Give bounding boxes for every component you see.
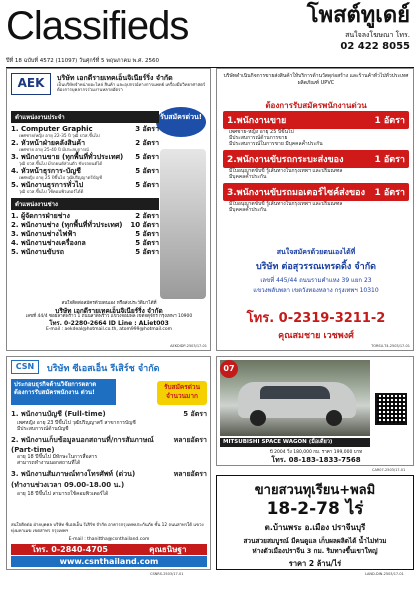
job-desc: มีประสบการณ์ด้านการขาย (229, 135, 288, 141)
job-count: 10 อัตรา (130, 221, 159, 229)
aek-ref: AEKDIDP-2503/17-01 (170, 344, 207, 348)
job-title: 1. พนักงานบัญชี (Full-time) (11, 410, 106, 418)
csn-badge-text: รับสมัครด่วน จำนวนมาก (163, 383, 201, 400)
list-item (223, 183, 409, 201)
job-desc: มีประสบการณ์ด้านบัญชี (17, 426, 69, 432)
upvc-heading: ต้องการรับสมัครพนักงานด่วน (265, 101, 367, 110)
job-count: 5 อัตรา (135, 181, 159, 189)
job-desc: วุฒิ ปวส.ขึ้นไป ใช้คอมพิวเตอร์ได้ดี (19, 190, 84, 195)
job-count: 5 อัตรา (135, 248, 159, 256)
land-price: ราคา 2 ล้าน/ไร่ (288, 559, 342, 568)
upvc-intro: บริษัทดำเนินกิจการขายส่งสินค้าให้บริการด้านวัสดุก่อสร้าง และร้านค้าทั่วไปทั่วประเทศ ผลิตภัณฑ์ UPVC (223, 73, 409, 86)
car-model: MITSUBISHI SPACE WAGON (มือเดียว) (220, 438, 370, 447)
brand-logo: โพสต์ทูเดย์ (306, 2, 410, 27)
list-item (11, 153, 159, 162)
aek-company2: บริษัท เอกดีรายเทคเอ็นจิเนียร์ริ่ง จำกัด (55, 306, 163, 315)
list-item (11, 230, 159, 239)
job-desc: เพศชาย/หญิง อายุ 22-35 ปี วุฒิ ปวส.ขึ้นไป (19, 134, 100, 139)
job-desc: เพศหญิง อายุ 25 ปีขึ้นไป วุฒิปริญญาตรีบัญชี (19, 176, 103, 181)
car-number-text: 07 (223, 364, 235, 373)
upvc-company: บริษัท ต่อสุวรรณเทรดดิ้ง จำกัด (255, 262, 377, 272)
brand-line: สนใจลงโฆษณา โทร. (345, 31, 410, 39)
job-count: 5 อัตรา (135, 153, 159, 161)
job-title: 5. พนักงานขับรถ (11, 248, 64, 256)
job-title: 4. พนักงานช่างเครื่องกล (11, 239, 86, 247)
job-count: 5 อัตรา (135, 230, 159, 238)
aek-logo: AEK (11, 73, 51, 95)
job-count: 1 อัตรา (374, 188, 405, 198)
csn-company: บริษัท ซีเอสเอ็น รีเสิร์ช จำกัด (47, 364, 160, 374)
job-count: หลายอัตรา (173, 436, 207, 444)
car-photo (220, 360, 370, 436)
job-desc: อายุ 18 ปีขึ้นไป สามารถใช้คอมพิวเตอร์ได้ (17, 491, 109, 497)
csn-email: E-mail : thanittha@csnthailand.com (68, 537, 150, 542)
job-desc: เพศชาย อายุ 25-40 ปี มีประสบการณ์ (19, 148, 89, 153)
upvc-apply: สนใจสมัครด้วยตนเองได้ที่ (276, 248, 356, 256)
job-desc: สามารถทำงานนอกสถานที่ได้ (17, 460, 81, 466)
job-title: 3. พนักงานช่างไฟฟ้า (11, 230, 77, 238)
job-title: 4. หัวหน้าธุรการ-บัญชี (11, 167, 81, 175)
aek-company: บริษัท เอกดีรายเทคเอ็นจิเนียร์ริ่ง จำกัด (57, 74, 173, 82)
car-note: ปี 2004 วิ่ง 180,000 กม. ราคา 199,000 บาท (269, 450, 363, 455)
csn-jobs (11, 409, 207, 497)
job-count: 2 อัตรา (135, 212, 159, 220)
list-item (11, 248, 159, 257)
job-title: 3. พนักงานสัมภาษณ์ทางโทรศัพท์ (ด่วน) (ทำงานช่วงเวลา 09.00-18.00 น.) (11, 470, 136, 489)
upvc-contact: คุณสมชาย เวชพงศ์ (278, 331, 354, 341)
land-ref: LAND-DIN-2503/17-01 (365, 572, 404, 576)
csn-apply: สนใจติดต่อ ฝ่ายบุคคล บริษัท ซีเอสเอ็น รีเสิร์ช จำกัด อาคารกรุงเทพประกันภัย ชั้น 12 ถนนสาทรใต้ แขวงทุ่งมหาเมฆ เขตสาทร กรุงเทพฯ (11, 523, 204, 534)
job-title: 2. หัวหน้าฝ่ายคลังสินค้า (11, 139, 86, 147)
list-item (223, 150, 409, 168)
aek-about: เป็นบริษัทจำหน่ายอะไหล่ สินค้า และอุปกรณ์ทางการแพทย์ เครื่องมือวิทยาศาสตร์ ต้องการบุคลากรร่วมงานหลายอัตรา (57, 83, 206, 93)
land-size: 18-2-78 ไร่ (266, 499, 364, 519)
land-location: ต.บ้านพระ อ.เมือง ปราจีนบุรี (264, 523, 366, 532)
job-title: 3.พนักงานขับรถมอเตอร์ไซค์ส่งของ (227, 188, 365, 198)
list-item (11, 139, 159, 148)
csn-logo-text: CSN (15, 362, 35, 371)
land-desc2: ห่างตัวเมืองปราจีน 3 กม. ริมทางขึ้นเขาใหญ่ (252, 547, 378, 555)
job-title: 5. พนักงานธุรการทั่วไป (11, 181, 84, 189)
land-ad (216, 475, 414, 570)
job-desc: เพศหญิง อายุ 23 ปีขึ้นไป วุฒิปริญญาตรี สาขาการบัญชี (17, 420, 136, 426)
equipment-image (160, 149, 206, 299)
job-title: 2. พนักงานเก็บข้อมูลนอกสถานที่/การสัมภาษณ์ (Part-time) (11, 436, 154, 454)
car-wheel (326, 410, 342, 426)
job-count: 1 อัตรา (374, 155, 405, 165)
upvc-tel: โทร. 0-2319-3211-2 (246, 311, 386, 326)
upvc-footer (223, 247, 409, 342)
job-count: 3 อัตรา (135, 125, 159, 133)
list-item (11, 167, 159, 176)
job-title: 2. พนักงานช่าง (ทุกพื้นที่ทั่วประเทศ) (11, 221, 123, 229)
upvc-address1: เลขที่ 445/44 ถนนรามคำแหง 39 แยก 23 (260, 277, 372, 284)
aek-jobs1 (11, 125, 159, 195)
csn-logo (11, 360, 39, 374)
aek-jobs2 (11, 212, 159, 257)
masthead: Classifieds (6, 4, 189, 48)
upvc-address2: แขวงพลับพลา เขตวังทองหลาง กรุงเทพฯ 10310 (253, 287, 379, 294)
aek-section1-title: ตำแหน่งงานประจำ (11, 111, 159, 123)
car-ad (216, 356, 414, 466)
aek-ad (6, 68, 211, 351)
dateline: ปีที่ 18 ฉบับที่ 4572 (11097) วันศุกร์ที่ 5 พฤษภาคม พ.ศ. 2560 (6, 57, 414, 68)
aek-address: เลขที่ 44/4 ซอยลาดพร้าว 1 ถนนลาดพร้าว แขวงจอมพล เขตจตุจักร กรุงเทพฯ 10900 (25, 314, 193, 319)
job-desc: มีใบอนุญาตขับขี่ รู้เส้นทางในกรุงเทพฯ และปริมณฑล (229, 168, 343, 174)
list-item (11, 181, 159, 190)
land-headline-text: ขายสวนทุเรียน+พลมิ (254, 483, 376, 498)
land-desc1: สวนสวยสมบูรณ์ มีคนดูแล เก็บผลผลิตได้ น้ำไม่ท่วม (243, 537, 387, 545)
list-item (11, 239, 159, 248)
aek-section2-title: ตำแหน่งงานช่าง (11, 198, 159, 210)
csn-tel: โทร. 0-2840-4705 (31, 545, 108, 554)
job-desc: วุฒิ ปวส.ขึ้นไป มีรถยนต์ส่วนตัว ขับรถยนต์ได้ (19, 162, 103, 167)
job-title: 1. Computer Graphic (11, 125, 93, 133)
brand-phone: 02 422 8055 (340, 41, 410, 52)
car-tel: โทร. 08-183-1833-7568 (271, 456, 361, 464)
csn-contact: คุณธนิษฐา (149, 545, 187, 554)
car-ref: CAR07-2503/17-01 (372, 468, 406, 472)
csn-ref: CSNRS-2503/17-01 (150, 572, 184, 576)
list-item (223, 111, 409, 129)
job-desc: มีประสบการณ์ในการขาย มีบุคคลค้ำประกัน (229, 141, 323, 147)
job-count: 5 อัตรา (135, 167, 159, 175)
job-count: 1 อัตรา (374, 116, 405, 126)
car-wheel (250, 410, 266, 426)
csn-contact-bar (11, 544, 207, 555)
upvc-ref: TORSU-T4-2503/17-01 (371, 344, 410, 348)
job-desc: เพศชาย-หญิง อายุ 25 ปีขึ้นไป (229, 129, 294, 135)
job-count: 5 อัตรา (135, 239, 159, 247)
aek-email: E-mail : aekdeal@hotmail.co.th, atom999@hotmail.com (45, 327, 173, 332)
job-desc: มีบุคคลค้ำประกัน (229, 174, 267, 180)
list-item (11, 212, 159, 221)
aek-badge (156, 107, 206, 137)
job-title: 2.พนักงานขับรถกระบะส่งของ (227, 155, 344, 165)
aek-section1 (11, 111, 159, 257)
upvc-jobs (223, 111, 409, 213)
job-title: 1. ผู้จัดการฝ่ายช่าง (11, 212, 70, 220)
upvc-ad (216, 68, 414, 351)
job-desc: มีบุคคลค้ำประกัน (229, 207, 267, 213)
car-window (260, 386, 330, 399)
list-item (11, 125, 159, 134)
aek-footer (11, 301, 207, 334)
brand-block (307, 4, 410, 52)
job-count: 2 อัตรา (135, 139, 159, 147)
list-item (11, 221, 159, 230)
aek-tel: โทร. 0-2280-2664 ID Line : ALiet003 (49, 319, 169, 327)
aek-apply: สนใจติดต่อสมัครด้วยตนเอง หรือส่งประวัติมาได้ที่ (61, 301, 157, 306)
job-title: 1.พนักงานขาย (227, 116, 287, 126)
car-number (220, 360, 238, 378)
list-item (11, 469, 207, 491)
list-item (11, 435, 207, 454)
csn-ad (6, 356, 211, 570)
qr-code (375, 393, 407, 425)
job-desc: มีใบอนุญาตขับขี่ รู้เส้นทางในกรุงเทพฯ และปริมณฑล (229, 201, 343, 207)
csn-url[interactable]: www.csnthailand.com (11, 556, 207, 567)
job-count: 5 อัตรา (183, 410, 207, 418)
land-headline (217, 479, 413, 500)
list-item (11, 409, 207, 420)
csn-badge (157, 381, 207, 405)
job-desc: อายุ 18 ปีขึ้นไป มีทักษะในการสื่อสาร (17, 454, 98, 460)
job-title: 3. พนักงานขาย (ทุกพื้นที่ทั่วประเทศ) (11, 153, 124, 161)
aek-badge-text: รับสมัครด่วน! (160, 113, 202, 121)
job-count: หลายอัตรา (173, 470, 207, 478)
csn-tagline: ประกอบธุรกิจด้านวิจัยการตลาด ต้องการรับสมัครพนักงาน ด่วน! (11, 379, 116, 405)
